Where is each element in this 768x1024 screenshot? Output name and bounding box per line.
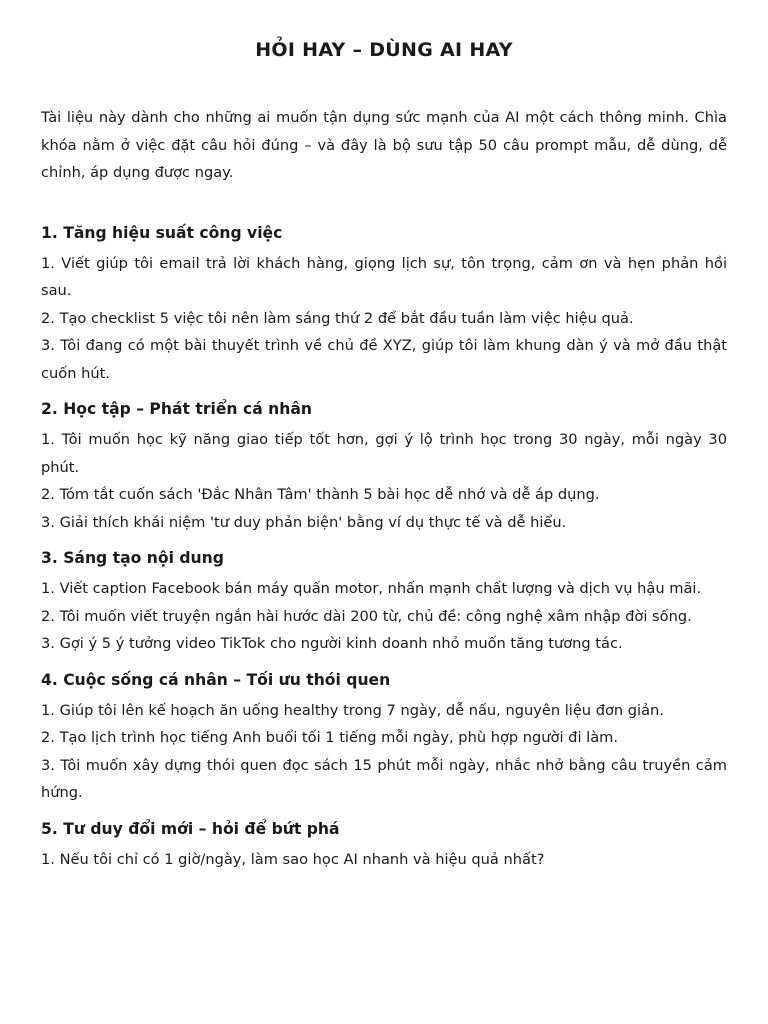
- prompt-item: 1. Viết caption Facebook bán máy quấn motor, nhấn mạnh chất lượng và dịch vụ hậu mãi.: [41, 580, 702, 597]
- section-work-efficiency: [41, 221, 727, 388]
- prompt-item: 3. Gợi ý 5 ý tưởng video TikTok cho người kinh doanh nhỏ muốn tăng tương tác.: [41, 635, 623, 652]
- section-learning: [41, 397, 727, 536]
- prompt-list: [41, 846, 727, 874]
- section-heading: 2. Học tập – Phát triển cá nhân: [41, 400, 312, 418]
- prompt-list: [41, 426, 727, 536]
- prompt-item: 2. Tóm tắt cuốn sách 'Đắc Nhân Tâm' thành 5 bài học dễ nhớ và dễ áp dụng.: [41, 486, 600, 503]
- section-content-creation: [41, 546, 727, 658]
- prompt-item: 1. Nếu tôi chỉ có 1 giờ/ngày, làm sao học AI nhanh và hiệu quả nhất?: [41, 850, 545, 868]
- intro-paragraph: Tài liệu này dành cho những ai muốn tận dụng sức mạnh của AI một cách thông minh. Chìa khóa nằm ở việc đặt câu hỏi đúng – và đây là bộ sưu tập 50 câu prompt mẫu, dễ dùng, dễ chỉnh, áp dụng được ngay.: [41, 109, 727, 181]
- section-heading: 4. Cuộc sống cá nhân – Tối ưu thói quen: [41, 670, 391, 689]
- prompt-list: [41, 250, 727, 388]
- prompt-item: 3. Giải thích khái niệm 'tư duy phản biện' bằng ví dụ thực tế và dễ hiểu.: [41, 513, 567, 531]
- prompt-item: 1. Viết giúp tôi email trả lời khách hàng, giọng lịch sự, tôn trọng, cảm ơn và hẹn phản hồi sau.: [41, 254, 727, 299]
- prompt-item: 2. Tạo checklist 5 việc tôi nên làm sáng thứ 2 để bắt đầu tuần làm việc hiệu quả.: [41, 309, 634, 327]
- section-heading: 5. Tư duy đổi mới – hỏi để bứt phá: [41, 819, 340, 838]
- prompt-item: 1. Tôi muốn học kỹ năng giao tiếp tốt hơn, gợi ý lộ trình học trong 30 ngày, mỗi ngày 30 phút.: [41, 431, 727, 476]
- prompt-list: [41, 575, 727, 658]
- prompt-item: 1. Giúp tôi lên kế hoạch ăn uống healthy trong 7 ngày, dễ nấu, nguyên liệu đơn giản.: [41, 701, 664, 719]
- document-title: HỎI HAY – DÙNG AI HAY: [255, 39, 513, 61]
- section-heading: 3. Sáng tạo nội dung: [41, 549, 224, 567]
- prompt-item: 3. Tôi đang có một bài thuyết trình về chủ đề XYZ, giúp tôi làm khung dàn ý và mở đầu thật cuốn hút.: [41, 337, 727, 382]
- prompt-item: 3. Tôi muốn xây dựng thói quen đọc sách 15 phút mỗi ngày, nhắc nhở bằng câu truyền cảm hứng.: [41, 756, 727, 801]
- prompt-item: 2. Tạo lịch trình học tiếng Anh buổi tối 1 tiếng mỗi ngày, phù hợp người đi làm.: [41, 729, 618, 746]
- section-heading: 1. Tăng hiệu suất công việc: [41, 223, 283, 242]
- prompt-item: 2. Tôi muốn viết truyện ngắn hài hước dài 200 từ, chủ đề: công nghệ xâm nhập đời sống.: [41, 607, 692, 625]
- prompt-list: [41, 697, 727, 807]
- section-personal-life: [41, 668, 727, 807]
- section-innovative-thinking: [41, 817, 727, 874]
